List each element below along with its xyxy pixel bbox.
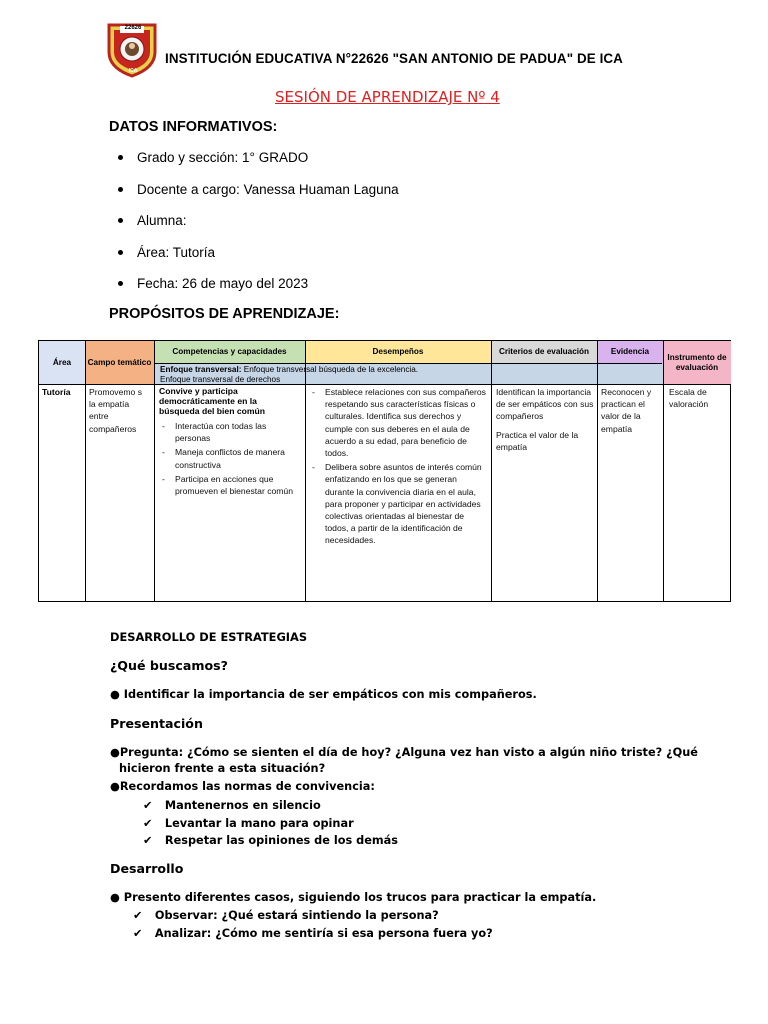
list-item: ✔ Levantar la mano para opinar — [143, 815, 398, 833]
presentacion-heading: Presentación — [110, 716, 203, 731]
list-item: Docente a cargo: Vanessa Huaman Laguna — [118, 180, 399, 212]
check-icon: ✔ — [143, 834, 153, 847]
bullet-icon — [118, 218, 123, 223]
list-item: Fecha: 26 de mayo del 2023 — [118, 274, 399, 306]
logo-bottom-text: ICA — [128, 68, 138, 74]
list-item: - Interactúa con todas las personas — [162, 421, 267, 444]
propositos-heading: PROPÓSITOS DE APRENDIZAJE: — [109, 306, 340, 322]
datos-list — [118, 148, 399, 306]
header-instrumento: Instrumento de evaluación — [663, 341, 731, 384]
list-item: ✔ Mantenernos en silencio — [143, 797, 398, 815]
row-instrumento: Escala de valoración — [669, 387, 709, 410]
list-item: - Maneja conflictos de manera constructiva — [162, 447, 285, 470]
competencia-title: Convive y participa democráticamente en la búsqueda del bien común — [159, 386, 265, 416]
list-item: Grado y sección: 1° GRADO — [118, 148, 399, 180]
bullet-icon — [118, 281, 123, 286]
bullet-icon — [118, 250, 123, 255]
check-icon: ✔ — [133, 909, 143, 922]
list-item: Área: Tutoría — [118, 243, 399, 275]
list-item: Alumna: — [118, 211, 399, 243]
propositos-table — [38, 340, 731, 602]
datos-heading: DATOS INFORMATIVOS: — [109, 119, 278, 135]
pregunta: ●Pregunta: ¿Cómo se sienten el día de hoy? ¿Alguna vez han visto a algún niño triste? ¿Qué hicieron frente a esta situación? — [110, 746, 698, 775]
header-desempenos: Desempeños — [305, 341, 491, 363]
list-item: ✔ Analizar: ¿Cómo me sentiría si esa persona fuera yo? — [133, 925, 493, 943]
bullet-icon — [118, 155, 123, 160]
desarrollo-heading: Desarrollo — [110, 861, 184, 876]
bullet-icon: ● — [110, 746, 120, 759]
bullet-icon — [118, 187, 123, 192]
row-area: Tutoría — [42, 387, 71, 397]
recordamos: ●Recordamos las normas de convivencia: — [110, 780, 375, 793]
desarrollo-title: DESARROLLO DE ESTRATEGIAS — [110, 630, 308, 644]
bullet-icon: ● — [110, 891, 124, 904]
presento: ● Presento diferentes casos, siguiendo los trucos para practicar la empatía. — [110, 891, 597, 904]
bullet-icon: ● — [110, 688, 124, 701]
row-campo: Promovemo s la empatía entre compañeros — [89, 387, 143, 434]
row-desempenos — [309, 386, 487, 549]
list-item: - Delibera sobre asuntos de interés común enfatizando en los que se generan durante la convivencia diaria en el aula, para proponer y participar en actividades colectivas orientadas al bienestar de todos, a partir de la identificación de necesidades. — [312, 462, 482, 546]
header-evidencia: Evidencia — [597, 341, 663, 363]
que-buscamos-heading: ¿Qué buscamos? — [110, 658, 228, 673]
header-competencias: Competencias y capacidades — [154, 341, 305, 363]
header-campo: Campo temático — [85, 341, 154, 384]
list-item: ✔ Respetar las opiniones de los demás — [143, 832, 398, 850]
row-competencias — [159, 386, 299, 499]
list-item: ✔ Observar: ¿Qué estará sintiendo la persona? — [133, 907, 493, 925]
list-item: - Establece relaciones con sus compañeros respetando sus características físicas o culturales. Identifica sus derechos y cumple con sus deberes en el aula de acuerdo a su edad, para beneficio de todos. — [312, 387, 486, 459]
row-evidencia: Reconocen y practican el valor de la empatía — [601, 387, 652, 434]
header-criterios: Criterios de evaluación — [491, 341, 597, 363]
list-item: - Participa en acciones que promueven el bienestar común — [162, 473, 293, 497]
row-criterios: Identifican la importancia de ser empáticos con sus compañeros Practica el valor de la empatía — [496, 387, 594, 452]
logo-year: 22626 — [124, 25, 142, 31]
check-icon: ✔ — [143, 816, 153, 830]
bullet-icon: ● — [110, 780, 120, 793]
check-icon: ✔ — [133, 927, 143, 940]
objetivo: ● Identificar la importancia de ser empáticos con mis compañeros. — [110, 688, 537, 701]
header-area: Área — [39, 341, 85, 384]
session-title: SESIÓN DE APRENDIZAJE Nº 4 — [275, 88, 500, 106]
normas-list — [143, 797, 398, 850]
enfoque-row: Enfoque transversal: Enfoque transversal búsqueda de la excelencia. Enfoque transversal de derechos — [154, 363, 663, 384]
institution-title: INSTITUCIÓN EDUCATIVA N°22626 "SAN ANTONIO DE PADUA" DE ICA — [165, 51, 623, 66]
check-icon: ✔ — [143, 799, 153, 812]
trucos-list — [133, 907, 493, 943]
